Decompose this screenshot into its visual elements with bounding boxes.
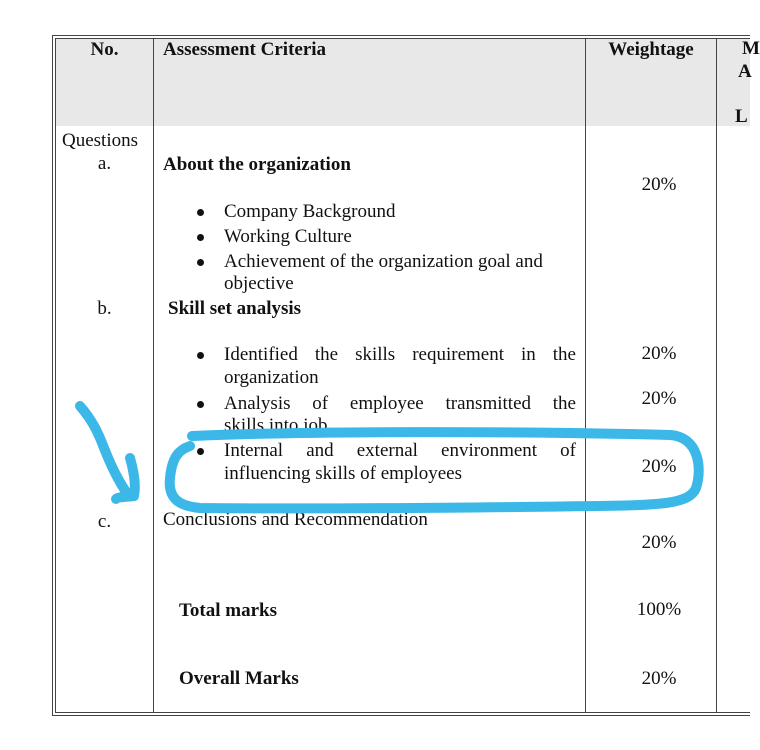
- header-cut-m: M: [742, 38, 760, 59]
- bullet-analysis-line1: Analysis of employee transmitted the: [224, 393, 576, 414]
- total-marks-value: 100%: [636, 599, 682, 620]
- weight-identified: 20%: [641, 343, 677, 364]
- section-a-weight: 20%: [641, 174, 677, 195]
- bullet-achievement-line2: objective: [224, 273, 294, 294]
- arrow-shaft-icon: [80, 406, 128, 495]
- bullet-achievement-line1: Achievement of the organization goal and: [224, 251, 543, 272]
- section-c-title: Conclusions and Recommendation: [163, 509, 428, 530]
- section-b-letter: b.: [97, 298, 112, 319]
- header-cut-a: A: [738, 61, 752, 82]
- section-a-letter: a.: [97, 153, 112, 174]
- bullet-identified-line2: organization: [224, 367, 319, 388]
- section-b-title: Skill set analysis: [168, 298, 302, 319]
- questions-label: Questions: [62, 130, 138, 151]
- section-c-weight: 20%: [641, 532, 677, 553]
- bullet-internal-line1: Internal and external environment of: [224, 440, 576, 461]
- weight-analysis: 20%: [641, 388, 677, 409]
- bullet-working-culture: Working Culture: [224, 226, 352, 247]
- section-a-title: About the organization: [163, 154, 351, 175]
- total-marks-label: Total marks: [179, 600, 278, 621]
- header-assessment-criteria: Assessment Criteria: [163, 39, 327, 60]
- bullet-internal-line2: influencing skills of employees: [224, 463, 462, 484]
- bullet-identified-line1: Identified the skills requirement in the: [224, 344, 576, 365]
- weight-internal: 20%: [641, 456, 677, 477]
- bullet-company-background: Company Background: [224, 201, 396, 222]
- overall-marks-label: Overall Marks: [179, 668, 299, 689]
- section-c-letter: c.: [97, 511, 112, 532]
- header-cut-l: L: [735, 106, 748, 127]
- overall-marks-value: 20%: [641, 668, 677, 689]
- bullet-analysis-line2: skills into job: [224, 415, 328, 436]
- header-no: No.: [90, 39, 119, 60]
- header-weightage: Weightage: [608, 39, 694, 60]
- highlight-box-icon: [170, 432, 699, 508]
